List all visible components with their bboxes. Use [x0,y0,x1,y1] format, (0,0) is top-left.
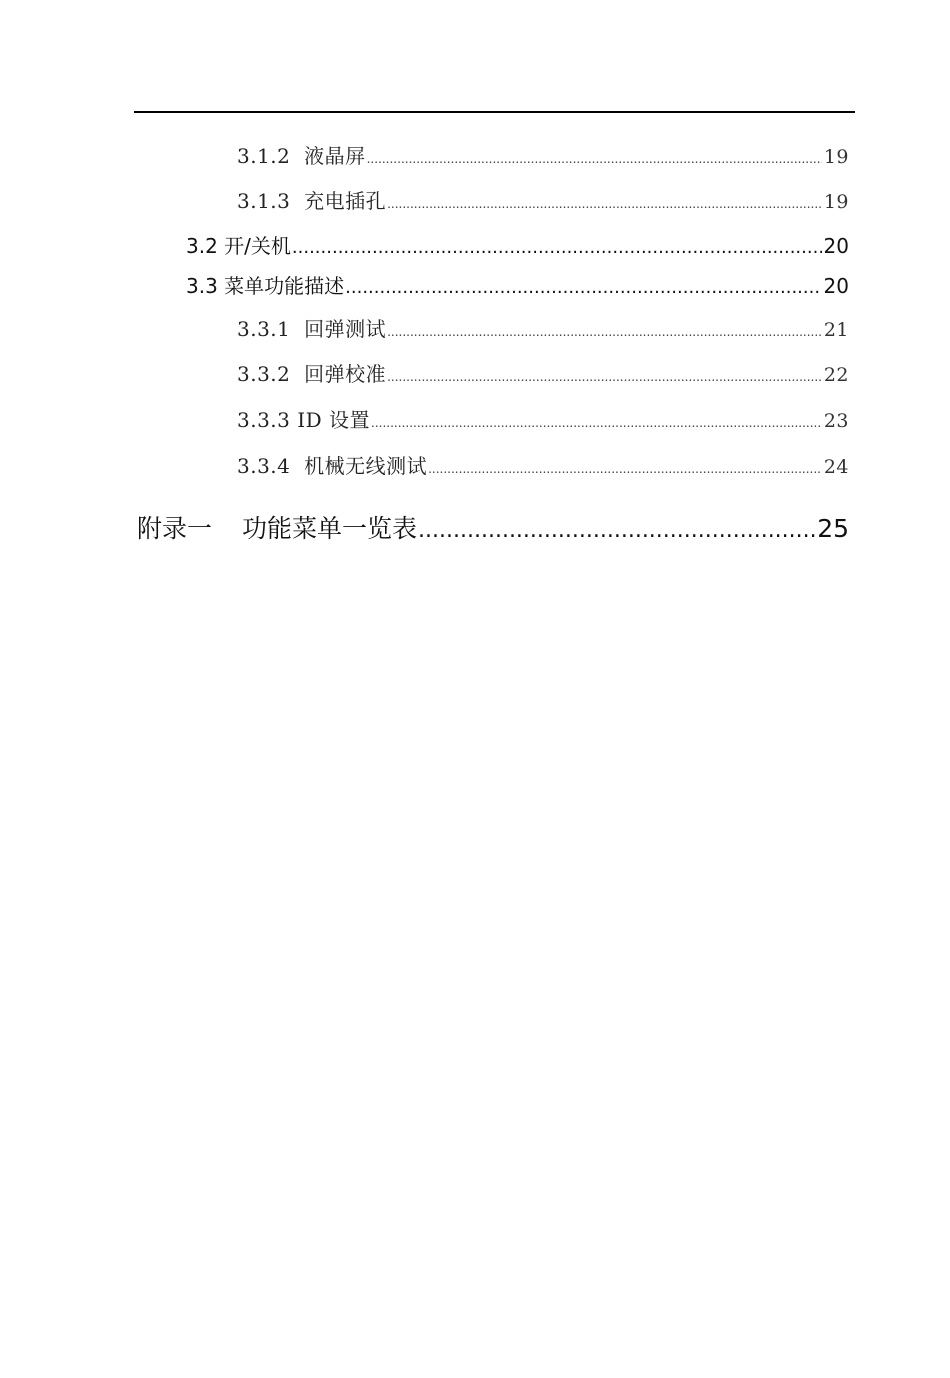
toc-entry-title [237,140,366,169]
toc-entry-3-1-3[interactable] [237,185,849,214]
toc-entry-number: 3.3.1 [237,317,291,341]
toc-page-number: 22 [823,364,849,386]
toc-page-number: 25 [817,514,849,543]
dot-leader [367,152,822,166]
header-rule [134,111,855,113]
toc-page-number: 19 [823,146,849,168]
toc-entry-title [137,509,417,545]
toc-page-number: 24 [823,456,849,478]
toc-entry-3-3-2[interactable] [237,358,849,387]
dot-leader [387,325,822,339]
toc-entry-title [237,185,386,214]
toc-page-number: 21 [823,319,849,341]
dot-leader [345,277,821,298]
toc-entry-number: 3.1.2 [237,144,291,168]
appendix-label: 附录一 [137,514,213,543]
dot-leader [371,416,822,430]
toc-entry-number: 3.2 [186,234,218,258]
toc-entry-text: 功能菜单一览表 [242,514,418,543]
toc-entry-number: 3.1.3 [237,189,291,213]
toc-entry-title [186,230,291,259]
toc-entry-text: 开/关机 [224,234,291,258]
toc-entry-3-1-2[interactable] [237,140,849,169]
toc-entry-3-3-3[interactable] [237,404,849,433]
toc-entry-title [186,270,344,299]
toc-entry-3-3-1[interactable] [237,313,849,342]
toc-entry-number: 3.3.2 [237,362,291,386]
toc-entry-text: 回弹测试 [304,317,387,341]
toc-entry-number: 3.3 [186,274,218,298]
dot-leader [428,462,822,476]
toc-page-number: 20 [823,234,849,258]
toc-entry-text: 液晶屏 [304,144,366,168]
toc-entry-appendix-1[interactable] [137,509,849,545]
toc-page-number: 19 [823,191,849,213]
toc-page-number: 23 [823,410,849,432]
toc-page-number: 20 [823,274,849,298]
toc-entry-number: 3.3.3 [237,408,291,432]
dot-leader [387,370,822,384]
toc-entry-title [237,404,370,433]
toc-entry-text: 充电插孔 [304,189,387,213]
toc-entry-3-3[interactable] [186,270,849,299]
toc-entry-title [237,358,386,387]
toc-entry-text: 回弹校准 [304,362,387,386]
toc-entry-3-3-4[interactable] [237,450,849,479]
toc-entry-text: ID 设置 [297,408,371,432]
toc-entry-text: 机械无线测试 [304,454,428,478]
dot-leader [292,237,822,258]
toc-entry-3-2[interactable] [186,230,849,259]
dot-leader [387,197,822,211]
toc-entry-number: 3.3.4 [237,454,291,478]
toc-entry-text: 菜单功能描述 [224,274,345,298]
dot-leader [418,518,815,543]
toc-entry-title [237,313,386,342]
toc-entry-title [237,450,427,479]
